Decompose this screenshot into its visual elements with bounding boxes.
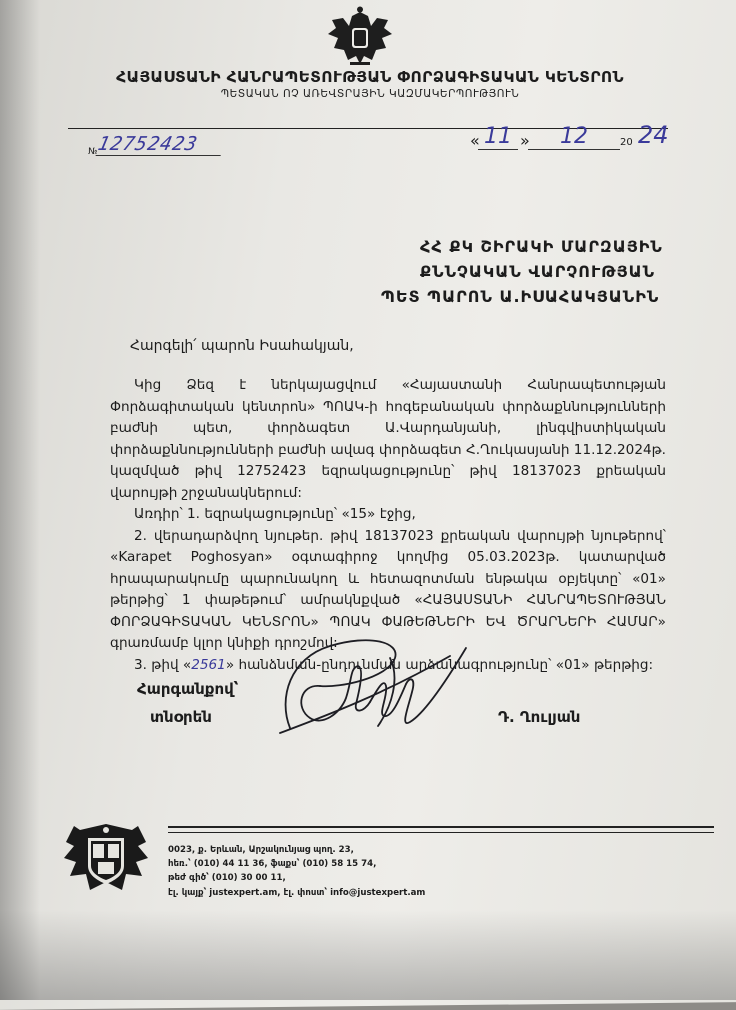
footer-phone: հեռ.՝ (010) 44 11 36, ֆաքս՝ (010) 58 15 74, — [168, 859, 377, 870]
page-shadow-left — [0, 0, 40, 1000]
footer-rule-thick — [168, 826, 714, 828]
body-paragraph-1: Կից Ձեզ է ներկայացվում «Հայաստանի Հանրապետության Փորձագիտական կենտրոն» ՊՈԱԿ-ի հոգեբանական փորձաքննությունների բաժնի պետ, փորձագետ Ա.Վարդանյանի, լինգվիստիկական փորձաքննությունների բաժնի ավագ փորձագետ Հ.Ղուկասյանի 11.12.2024թ. կազմված թիվ 12752423 եզրակացությունը՝ թիվ 18137023 քրեական վարույթի շրջանակներում: — [110, 377, 666, 501]
attachment-item-1: Առդիր՝ 1. եզրակացությունը՝ «15» էջից, — [134, 506, 416, 522]
signer-name: Դ. Ղուլյան — [498, 708, 581, 726]
footer-address: 0023, ք. Երևան, Արշակունյաց պող. 23, — [168, 845, 354, 855]
date-year-prefix: 20 — [620, 137, 633, 148]
date-month: 12 — [528, 124, 620, 150]
date-open-quote: « — [470, 131, 480, 150]
attachment-3-prefix: 3. թիվ « — [134, 656, 192, 673]
attachment-item-2: 2. վերադարձվող նյութեր. թիվ 18137023 քրեական վարույթի նյութերով՝ «Karapet Poghosyan» օգտագիրոջ կողմից 05.03.2023թ. կատարված հրապարակումը պարունակող և հետազոտման ենթակա օբյեկտը՝ «01» թերթից՝ 1 փաթեթում՝ ամրակնքված «ՀԱՅԱՍՏԱՆԻ ՀԱՆՐԱՊԵՏՈՒԹՅԱՆ ՓՈՐՁԱԳԻՏԱԿԱՆ ԿԵՆՏՐՈՆ» ՊՈԱԿ ՓԱԹԵԹՆԵՐԻ ԵՎ ԾՐԱՐՆԵՐԻ ՀԱՄԱՐ» գրառմամբ կլոր կնիքի դրոշմով: — [110, 527, 666, 651]
footer-web-email: էլ. կայք՝ justexpert.am, էլ. փոստ՝ info@justexpert.am — [168, 887, 426, 898]
organization-name: ՀԱՅԱՍՏԱՆԻ ՀԱՆՐԱՊԵՏՈՒԹՅԱՆ ՓՈՐՁԱԳԻՏԱԿԱՆ ԿԵՆՏՐՈՆ — [116, 68, 624, 86]
footer-hotline: թեժ գիծ՝ (010) 30 00 11, — [168, 873, 286, 884]
date-day: 11 — [478, 124, 518, 150]
page-shadow-bottom — [0, 910, 736, 1000]
handover-protocol-number: 2561 — [191, 656, 226, 673]
addressee-line-3: ՊԵՏ ՊԱՐՈՆ Ա.ԻՍԱՀԱԿՅԱՆԻՆ — [381, 287, 660, 306]
closing-regards: Հարգանքով՝ — [137, 680, 239, 698]
addressee-line-2: ՔՆՆՉԱԿԱՆ ՎԱՐՉՈՒԹՅԱՆ — [420, 262, 656, 281]
coat-of-arms-icon — [322, 6, 398, 70]
registration-number-label: № — [88, 147, 98, 157]
footer-rule-thin — [168, 832, 714, 833]
footer-contacts — [168, 843, 425, 900]
organization-emblem-icon — [60, 820, 152, 898]
attachment-3-suffix: » հանձնման-ընդունման արձանագրությունը՝ «01» թերթից: — [225, 656, 654, 673]
addressee-line-1: ՀՀ ՔԿ ՇԻՐԱԿԻ ՄԱՐԶԱՅԻՆ — [420, 237, 663, 256]
salutation: Հարգելի՛ պարոն Իսահակյան, — [130, 338, 354, 354]
date-year-suffix: 24 — [638, 121, 669, 149]
registration-number: 12752423 — [96, 133, 226, 156]
signer-title: տնօրեն — [150, 708, 212, 726]
organization-subtitle: ՊԵՏԱԿԱՆ ՈՉ ԱՌԵՎՏՐԱՅԻՆ ԿԱԶՄԱԿԵՐՊՈՒԹՅՈՒՆ — [220, 88, 520, 100]
date-close-quote: » — [520, 131, 530, 150]
signature — [260, 618, 480, 748]
